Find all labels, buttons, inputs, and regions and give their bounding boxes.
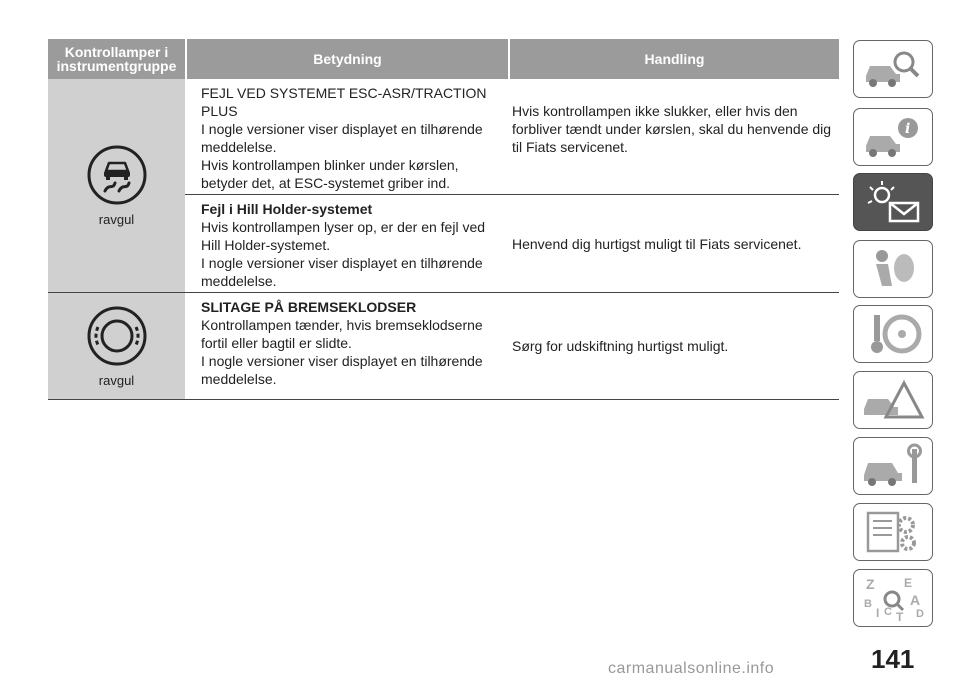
table-row (185, 195, 839, 293)
action-cell: Sørg for udskiftning hurtigst muligt. (512, 337, 729, 354)
lamp-color-label: ravgul (98, 372, 135, 388)
tab-airbag[interactable] (853, 240, 933, 298)
list-gears-icon (860, 509, 926, 555)
header-col-lamps: Kontrollamper i instrumentgruppe (48, 39, 185, 79)
car-warning-triangle-icon (860, 377, 926, 423)
group-rows (185, 79, 839, 292)
svg-text:D: D (916, 608, 924, 620)
tab-car-wrench[interactable] (853, 437, 933, 495)
meaning-line: Hvis kontrollampen lyser op, er der en fejl ved Hill Holder-systemet. (201, 219, 486, 253)
meaning-title: Fejl i Hill Holder-systemet (201, 201, 373, 217)
svg-text:C: C (884, 606, 892, 618)
meaning-line: Hvis kontrollampen blinker under kørslen, betyder det, at ESC-systemet griber ind. (201, 157, 459, 191)
steering-key-icon (860, 311, 926, 357)
tab-car-magnifier[interactable] (853, 40, 933, 98)
meaning-cell (185, 293, 508, 399)
table-row (185, 293, 839, 399)
meaning-title: SLITAGE PÅ BREMSEKLODSER (201, 299, 417, 315)
meaning-line: I nogle versioner viser displayet en tilhørende meddelelse. (201, 255, 483, 289)
watermark: carmanualsonline.info (608, 660, 775, 677)
svg-text:i: i (905, 121, 911, 137)
icon-cell-brake (48, 293, 185, 399)
brake-pad-wear-icon (86, 305, 148, 367)
tab-car-info[interactable] (853, 108, 933, 166)
car-wrench-icon (860, 443, 926, 489)
airbag-person-icon (860, 246, 926, 292)
meaning-line: Kontrollampen tænder, hvis bremseklodserne fortil eller bagtil er slidte. (201, 317, 483, 351)
meaning-line: I nogle versioner viser displayet en tilhørende meddelelse. (201, 121, 483, 155)
lamp-color-label: ravgul (98, 212, 135, 227)
header-col-action: Handling (508, 39, 839, 79)
table-row (185, 79, 839, 195)
tab-list-gears[interactable] (853, 503, 933, 561)
group-rows (185, 293, 839, 399)
icon-cell-esc (48, 79, 185, 292)
svg-text:B: B (864, 598, 872, 610)
svg-text:Z: Z (866, 576, 875, 592)
meaning-line: FEJL VED SYSTEMET ESC-ASR/TRACTION PLUS (201, 85, 487, 119)
svg-text:E: E (904, 576, 913, 590)
tab-warning-lights[interactable] (853, 173, 933, 231)
tab-alphabet-index[interactable] (853, 569, 933, 627)
action-cell: Hvis kontrollampen ikke slukker, eller hvis den forbliver tændt under kørslen, skal du henvende dig til Fiats servicenet. (512, 103, 832, 155)
table-group-esc (48, 79, 839, 293)
esc-skid-icon (86, 144, 148, 206)
warning-light-table (48, 39, 839, 400)
header-col-meaning: Betydning (185, 39, 508, 79)
svg-text:I: I (876, 606, 880, 620)
tab-car-warning[interactable] (853, 371, 933, 429)
meaning-cell (185, 79, 508, 194)
warning-light-message-icon (860, 179, 926, 225)
car-magnifier-icon (860, 46, 926, 92)
table-header (48, 39, 839, 79)
alphabet-index-icon (860, 575, 926, 621)
tab-steering-key[interactable] (853, 305, 933, 363)
table-group-brake (48, 293, 839, 400)
car-info-icon (860, 114, 926, 160)
page-number: 141 (871, 644, 915, 674)
action-cell: Henvend dig hurtigst muligt til Fiats servicenet. (512, 235, 802, 252)
meaning-line: I nogle versioner viser displayet en tilhørende meddelelse. (201, 353, 483, 387)
meaning-cell (185, 195, 508, 293)
svg-text:T: T (896, 610, 904, 621)
svg-text:A: A (910, 592, 921, 608)
